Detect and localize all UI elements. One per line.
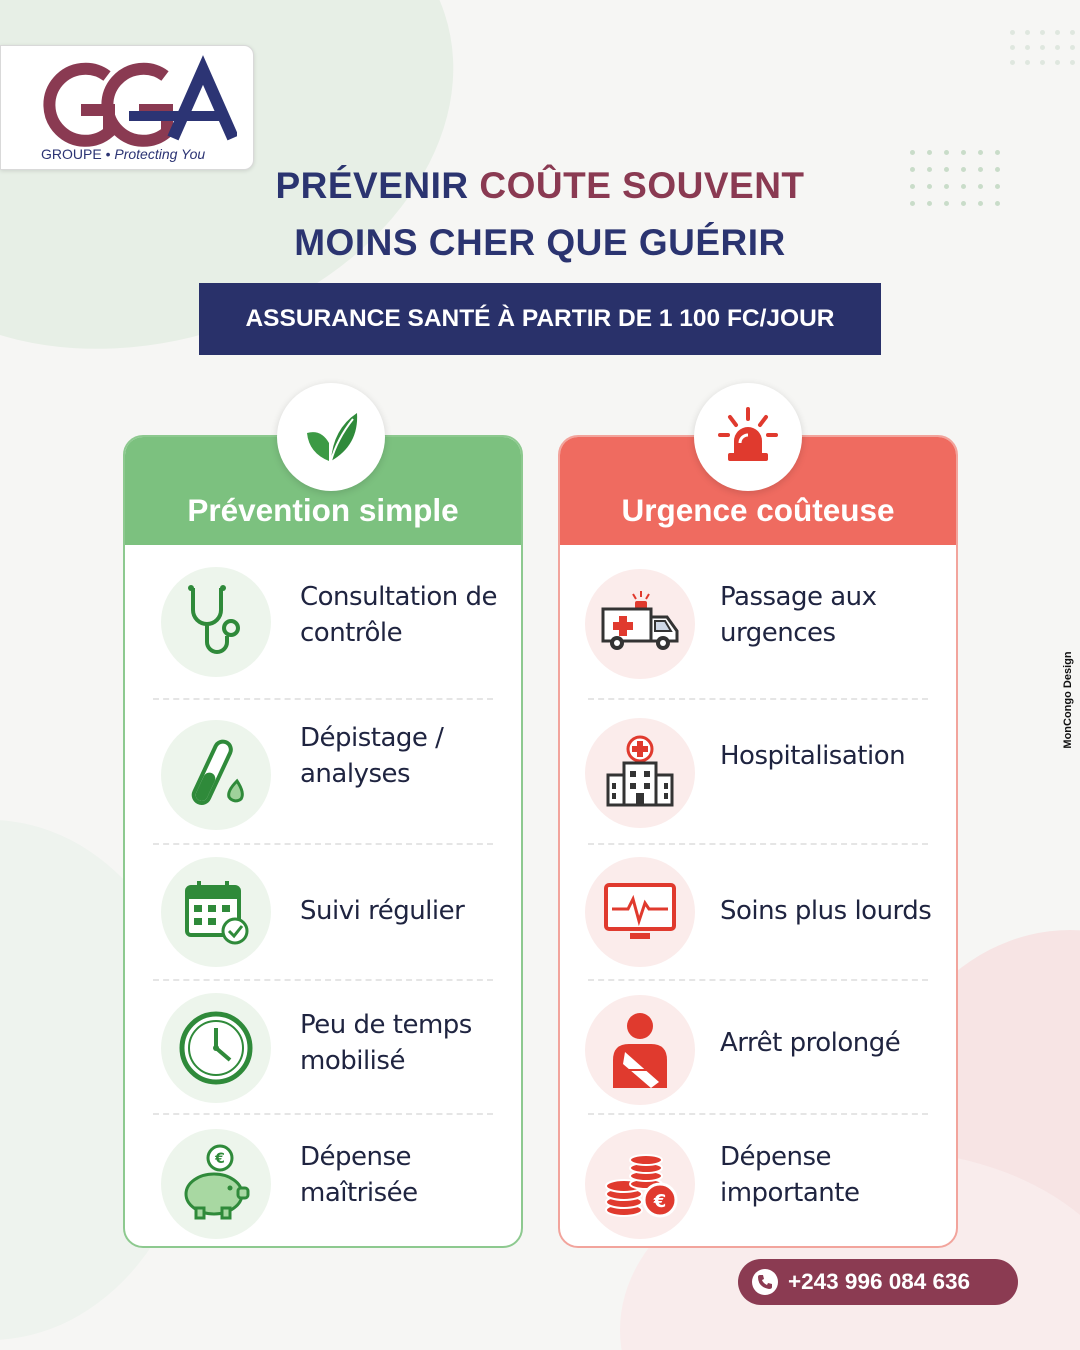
list-item (560, 1115, 956, 1248)
list-item (560, 700, 956, 840)
list-item (560, 981, 956, 1121)
svg-text:€: € (215, 1151, 225, 1167)
row-label: Arrêt prolongé (720, 1028, 901, 1058)
test-tube-icon (161, 720, 271, 830)
calendar-check-icon (161, 857, 271, 967)
prevention-title: Prévention simple (125, 437, 521, 545)
row-label: Soins plus lourds (720, 896, 932, 926)
row-label: Dépense maîtrisée (300, 1142, 418, 1208)
phone-icon (752, 1269, 778, 1295)
urgence-card (558, 435, 958, 1248)
row-label: Hospitalisation (720, 741, 906, 771)
urgence-title: Urgence coûteuse (560, 437, 956, 545)
list-item (560, 545, 956, 685)
injured-person-icon (585, 995, 695, 1105)
list-item (125, 1115, 521, 1248)
clock-icon (161, 993, 271, 1103)
ambulance-icon (585, 569, 695, 679)
row-label: Dépense importante (720, 1142, 860, 1208)
row-label: Passage aux urgences (720, 582, 877, 648)
row-label: Consultation de contrôle (300, 582, 497, 648)
list-item (125, 545, 521, 685)
gga-logo (37, 52, 237, 182)
list-item (125, 700, 521, 840)
heart-monitor-icon (585, 857, 695, 967)
logo-tagline: GROUPE • Protecting You (41, 146, 206, 162)
svg-text:€: € (653, 1191, 667, 1212)
siren-icon (694, 383, 802, 491)
piggy-bank-icon (161, 1129, 271, 1239)
phone-contact-button[interactable] (738, 1259, 1018, 1305)
hospital-icon (585, 718, 695, 828)
price-banner: ASSURANCE SANTÉ À PARTIR DE 1 100 FC/JOUR (199, 283, 881, 355)
list-item (125, 845, 521, 985)
logo-card (0, 45, 254, 170)
row-label: Peu de temps mobilisé (300, 1010, 472, 1076)
stethoscope-icon (161, 567, 271, 677)
decorative-dots-top (1010, 30, 1080, 65)
list-item (125, 981, 521, 1121)
headline-line-1: PRÉVENIR COÛTE SOUVENT (275, 165, 805, 206)
headline-line-2: MOINS CHER QUE GUÉRIR (294, 222, 786, 263)
row-label: Dépistage / analyses (300, 723, 444, 789)
leaf-icon (277, 383, 385, 491)
phone-number: +243 996 084 636 (788, 1269, 971, 1294)
list-item (560, 845, 956, 985)
designer-credit: MonCongo Design (1062, 651, 1074, 749)
prevention-card (123, 435, 523, 1248)
row-label: Suivi régulier (300, 896, 465, 926)
coin-stack-icon (585, 1129, 695, 1239)
